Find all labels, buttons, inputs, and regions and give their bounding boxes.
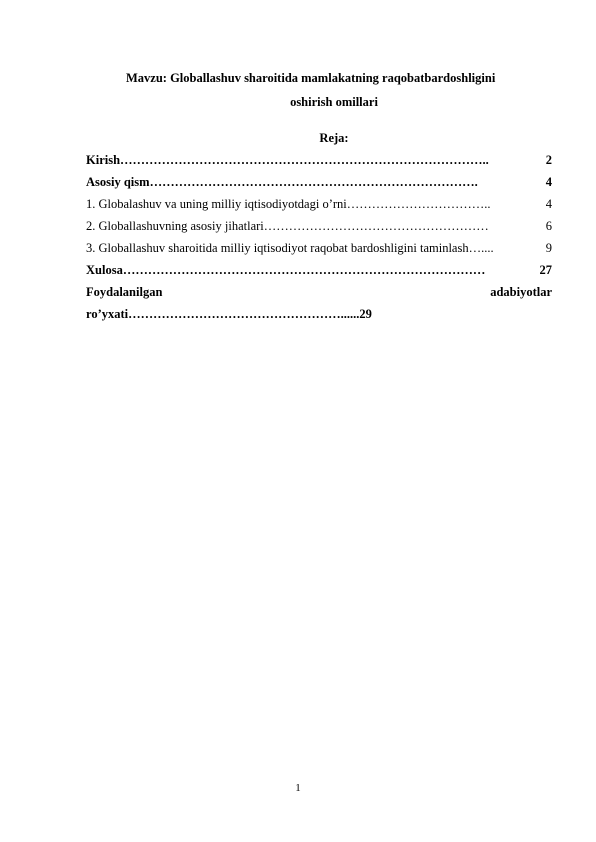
toc-leader-dots: ……………………………………………… [263,219,489,233]
toc-entry-references [86,284,552,306]
document-title-line-1: Mavzu: Globallashuv sharoitida mamlakatning raqobatbardoshligini [126,71,496,85]
toc-entry-label: 2. Globallashuvning asosiy jihatlari [86,219,264,233]
toc-leader-dots: …………………………….. [346,197,491,211]
toc-page-number: 4 [545,197,552,211]
page-number: 1 [295,782,301,794]
outline-heading: Reja: [319,131,349,145]
toc-entry-section-3 [86,240,552,262]
toc-page-number: 27 [539,263,552,277]
references-word-1: Foydalanilgan [86,285,163,299]
toc-entry-label: Xulosa [86,263,123,277]
toc-entry-label: 3. Globallashuv sharoitida milliy iqtisodiyot raqobat bardoshligini taminlash [86,241,469,255]
toc-page-number: 9 [545,241,552,255]
toc-entry-section-2 [86,218,552,240]
toc-leader-dots: …………………………………………………………………………….. [120,153,489,167]
toc-entry-kirish [86,152,552,174]
toc-leader-dots: ….... [468,241,494,255]
toc-entry-section-1 [86,196,552,218]
toc-entry-label: Kirish [86,153,121,167]
toc-leader-dots: ……………………………………………………………………. [149,175,478,189]
toc-entry-label: 1. Globalashuv va uning milliy iqtisodiyotdagi o’rni [86,197,347,211]
toc-page-number: 6 [545,219,552,233]
document-title-line-2: oshirish omillari [290,95,378,109]
toc-leader-dots: …………………………………………………………………………… [122,263,486,277]
toc-page-number: 2 [545,153,552,167]
toc-page-number: 4 [545,175,552,189]
toc-entry-label: Asosiy qism [86,175,150,189]
references-word-2: adabiyotlar [490,285,552,299]
toc-entry-xulosa [86,262,552,284]
toc-entry-references-line-2: ro’yxati……………………………………………......29 [86,307,372,321]
toc-entry-asosiy-qism [86,174,552,196]
table-of-contents [86,152,552,328]
